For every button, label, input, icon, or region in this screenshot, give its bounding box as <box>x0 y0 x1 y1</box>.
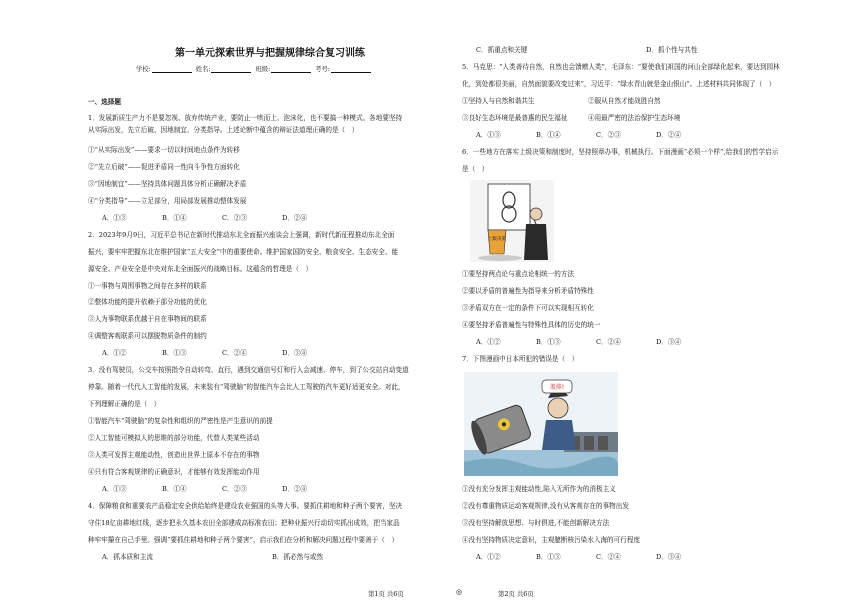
section-heading: 一、选择题 <box>88 98 121 106</box>
option-a[interactable]: A．①② <box>476 553 501 561</box>
q3-statement: ①智能汽车“驾驶脑”的复杂性和组织的严密性是产生意识的前提 <box>88 417 273 425</box>
q2-options <box>102 348 342 360</box>
option-d[interactable]: D．③④ <box>282 349 308 357</box>
option-a[interactable]: A．①③ <box>102 214 127 222</box>
class-blank[interactable] <box>271 66 311 73</box>
option-c[interactable]: C．②④ <box>222 349 247 357</box>
q1-statement: ③“因地制宜”——坚持具体问题具体分析正确解决矛盾 <box>88 180 247 188</box>
q3-text: 3．没有驾驶员，公交车按照指令自动转弯、直行，遇到交通信号灯和行人会减速、停车，到了公交站自动变道 <box>88 366 409 374</box>
q5-text: 5．马克思：“人类善待自然，自然也会馈赠人类”，毛泽东：“要使我们祖国的河山全部绿化起来，要达到园林 <box>462 63 780 71</box>
option-b[interactable]: B．①③ <box>536 338 561 346</box>
option-a[interactable]: A．抓本质和主流 <box>102 553 153 561</box>
option-d[interactable]: D．③④ <box>656 553 682 561</box>
q7-text: 7．下图漫画中日本所犯的错误是（ ） <box>462 355 579 363</box>
q7-statement: ①没有充分发挥主观能动性,陷入无所作为的消极主义 <box>462 485 616 493</box>
q2-text: 2．2023年9月9日，习近平总书记在新时代推动东北全面振兴座谈会上强调，新时代新征程推动东北全面 <box>88 231 395 239</box>
q4-text: 守住18亿亩耕地红线，逐步把永久基本农田全部建成高标准农田；把种业振兴行动切实抓出成效，把当家品 <box>88 519 400 527</box>
q4-options <box>102 552 442 564</box>
exam-no-label: 考号: <box>315 66 330 73</box>
q6-text: 是（ ） <box>462 165 489 173</box>
option-c[interactable]: C．抓重点和关键 <box>476 46 528 54</box>
q1-statement: ①“从实际出发”——要求一切以时间地点条件为转移 <box>88 146 240 154</box>
q3-statement: ②人工智能可模拟人的思维的部分功能，代替人类某些活动 <box>88 434 260 442</box>
q2-statement: ④调整客观联系可以摆脱物质条件的制约 <box>88 332 207 340</box>
q6-options <box>476 337 716 349</box>
option-d[interactable]: D．③④ <box>656 338 682 346</box>
option-d[interactable]: D．抓个性与共性 <box>646 46 698 54</box>
option-a[interactable]: A．①③ <box>476 131 501 139</box>
exam-title: 第一单元探索世界与把握规律综合复习训练 <box>175 48 365 59</box>
q3-options <box>102 484 342 496</box>
q1-options <box>102 213 342 225</box>
q4-options-continued <box>476 45 816 57</box>
option-c[interactable]: C．②③ <box>596 131 621 139</box>
q6-statement: ④要坚持矛盾普遍性与特殊性具体的历史的统一 <box>462 321 601 329</box>
q2-statement: ①一事物与周围事物之间存在多样的联系 <box>88 282 207 290</box>
q7-statement: ②没有尊重物质运动客观规律,没有从客观存在的事物出发 <box>462 502 629 510</box>
option-b[interactable]: B．①③ <box>536 553 561 561</box>
q5-statement: ①坚持人与自然和谐共生 <box>462 97 535 105</box>
option-b[interactable]: B．①④ <box>162 214 187 222</box>
q3-text: 停靠。随着一代代人工智能的发展，未来装有“驾驶脑”的智能汽车会比人工驾驶的汽车更好适更安全。对此， <box>88 383 405 391</box>
q2-statement: ③人为事物联系优越于自在事物间的联系 <box>88 315 207 323</box>
q2-text: 源安全、产业安全是中央对东北全面振兴的战略目标。这蕴含的哲理是（ ） <box>88 265 313 273</box>
q2-statement: ②整体功能的提升依赖于部分功能的优化 <box>88 298 207 306</box>
q6-cartoon-image <box>470 180 554 262</box>
option-a[interactable]: A．①② <box>476 338 501 346</box>
option-c[interactable]: C．②③ <box>222 214 247 222</box>
q5-text: 化，到处都很美丽，自然面貌要改变过来”，习近平：“绿水青山就是金山银山”。上述材料共同体现了（ ） <box>462 80 776 88</box>
q1-text: 从实际出发，先立后破、因地制宜、分类指导。上述论断中蕴含的辩证法道理正确的是（ ） <box>88 126 359 134</box>
q5-statement: ②服从自然才能战胜自然 <box>588 97 661 105</box>
option-b[interactable]: B．①④ <box>162 485 187 493</box>
q6-statement: ③矛盾双方在一定的条件下可以实现相互转化 <box>462 304 594 312</box>
option-d[interactable]: D．②④ <box>656 131 682 139</box>
q2-text: 振兴，要牢牢把握东北在维护国家“五大安全”中的重要使命。维护国家国防安全、粮食安全、生态安全、能 <box>88 248 399 256</box>
q3-statement: ④只有符合客观规律的正确意识，才能够有效发挥能动作用 <box>88 468 260 476</box>
option-b[interactable]: B．①④ <box>536 131 561 139</box>
option-d[interactable]: D．②④ <box>282 485 308 493</box>
q5-statements-row <box>462 113 758 125</box>
option-b[interactable]: B．①③ <box>162 349 187 357</box>
speech-bubble: 盖排! <box>549 384 565 391</box>
q3-text: 下列理解正确的是（ ） <box>88 400 161 408</box>
q7-cartoon-image <box>464 372 618 476</box>
q7-statement: ③没有坚持解放思想、与时俱进,不能创新解决方法 <box>462 519 610 527</box>
sign-label: 上级决策 <box>487 237 507 242</box>
option-c[interactable]: C．②④ <box>596 553 621 561</box>
q5-options <box>476 130 716 142</box>
class-label: 班级: <box>255 66 271 73</box>
q3-statement: ③人类可发挥主观能动性，创造出世界上原本不存在的事物 <box>88 451 260 459</box>
q1-text: 1．发展新质生产力不是要忽视、放弃传统产业，要防止一哄而上、泡沫化，也不要搞一种模式。各地要坚持 <box>88 114 403 122</box>
q5-statements-row <box>462 96 758 108</box>
option-c[interactable]: C．②④ <box>596 338 621 346</box>
q5-statement: ④用最严密的法治保护生态环境 <box>588 114 681 122</box>
name-blank[interactable] <box>211 66 251 73</box>
student-info-row <box>136 64 416 73</box>
q6-text: 6．一些地方在落实上级决策和制度时，坚持照章办事，机械执行。下面漫画“必须一个样”,给我们的哲学启示 <box>462 148 779 156</box>
q4-text: 种牢牢攥在自己手里。强调“要抓住耕地和种子两个要害”，启示我们在分析和解决问题过程中要善于（ ） <box>88 536 399 544</box>
school-label: 学校: <box>136 66 151 73</box>
page-number-left: 第1页 共6页 <box>368 590 404 598</box>
option-a[interactable]: A．①② <box>102 349 127 357</box>
q7-statement: ④没有坚持物质决定意识，主观臆断核污染水入海的可行程度 <box>462 536 641 544</box>
q5-statement: ③良好生态环境是最普惠的民生福祉 <box>462 114 568 122</box>
q1-statement: ④“分类指导”——立足部分，用局部发展推动整体发展 <box>88 197 247 205</box>
option-d[interactable]: D．②④ <box>282 214 308 222</box>
option-b[interactable]: B．抓必然与或然 <box>272 553 324 561</box>
q6-statement: ②要以矛盾的普遍性为指导来分析矛盾特殊性 <box>462 287 594 295</box>
q6-statement: ①要坚持两点论与重点论相统一的方法 <box>462 270 575 278</box>
binding-mark: ◎ <box>456 588 463 596</box>
option-a[interactable]: A．①③ <box>102 485 127 493</box>
q4-text: 4．保障粮食和重要农产品稳定安全供给始终是建设农业强国的头等大事。要抓住耕地和种子两个要害，坚决 <box>88 502 403 510</box>
q1-statement: ②“先立后破”——促进矛盾同一性向斗争性方面转化 <box>88 163 240 171</box>
option-c[interactable]: C．②③ <box>222 485 247 493</box>
school-blank[interactable] <box>152 66 192 73</box>
exam-no-blank[interactable] <box>331 66 371 73</box>
name-label: 姓名: <box>195 66 211 73</box>
q7-options <box>476 552 716 564</box>
page-number-right: 第2页 共6页 <box>498 590 534 598</box>
